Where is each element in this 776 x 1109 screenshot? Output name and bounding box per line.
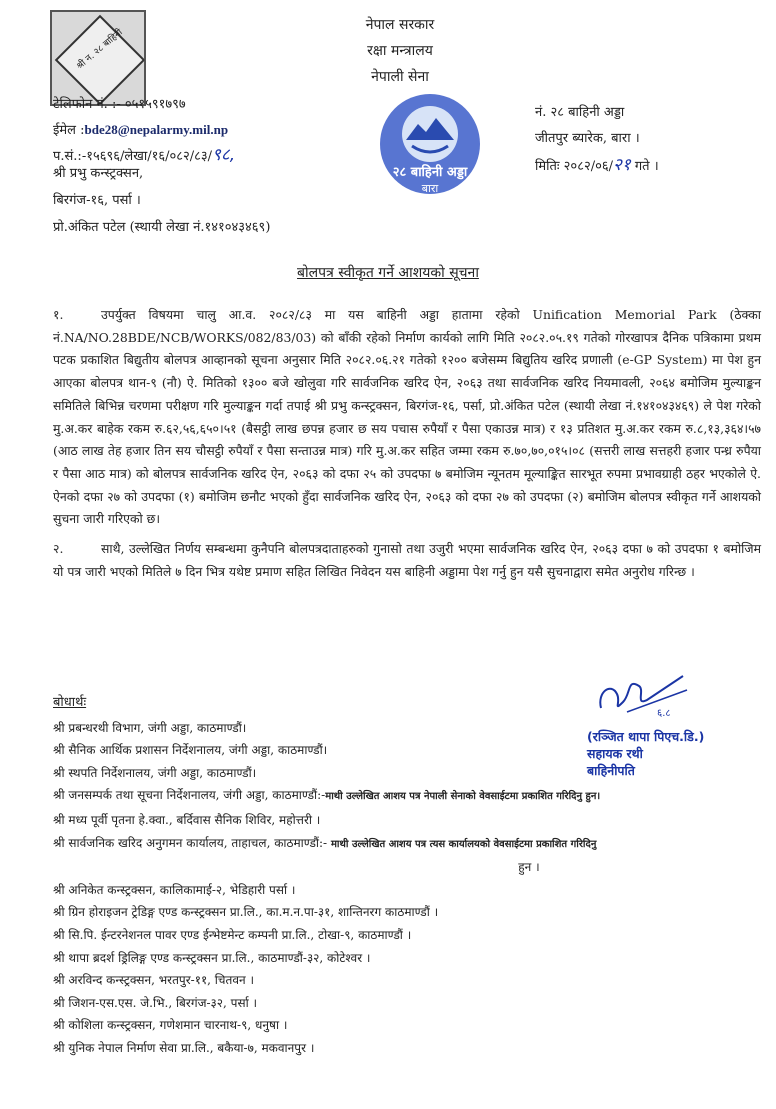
cc-item-with-note — [53, 832, 765, 879]
date-prefix: मितिः २०८२/०६/ — [535, 159, 613, 174]
recipient-block — [53, 160, 270, 241]
cc-item: श्री सि.पि. ईन्टरनेशनल पावर एण्ड ईन्भेष्टमेन्ट कम्पनी प्रा.लि., टोखा-९, काठमाण्डौं । — [53, 927, 412, 942]
emblem-text-top: २८ बाहिनी अड्डा — [392, 165, 468, 180]
date-suffix: गते । — [634, 159, 659, 174]
recipient-address: बिरगंज-१६, पर्सा । — [53, 193, 141, 208]
recipient-name: श्री प्रभु कन्स्ट्रक्सन, — [53, 166, 144, 181]
email-line — [53, 117, 235, 143]
signatory-title: बाहिनीपति — [587, 763, 635, 778]
phone-line: टेलिफोन नं. :- ०५१५९१७९७ — [53, 97, 186, 112]
letterhead — [330, 12, 470, 90]
paragraph-1 — [53, 304, 761, 531]
letter-body — [53, 304, 761, 590]
reference-number: प.सं.:-१५६९६/लेखा/१६/०८२/८३/ — [53, 149, 213, 164]
unit-name: नं. २८ बाहिनी अड्डा — [535, 105, 625, 120]
cc-item-note: माथी उल्लेखित आशय पत्र त्यस कार्यालयको वेवसाईटमा प्रकाशित गरिदिनु — [330, 838, 597, 850]
paragraph-text: उपर्युक्त विषयमा चालु आ.व. २०८२/८३ मा यस बाहिनी अड्डा हातामा रहेको Unification Memorial Park (ठेक्का नं.NA/NO.28BDE/NCB/WORKS/082/83/03) को बाँकी रहेको निर्माण कार्यको लागि मिति २०८२.०५.१९ गतेको गोरखापत्र दैनिक पत्रिकामा प्रथम पटक प्रकाशित बिद्युतीय बोलपत्र आव्हानको सूचना अनुसार मिति २०८२.०६.२१ गतेको १२०० बजेसम्म बिद्युतिय खरिद प्रणाली (e-GP System) मा पेश हुन आएका बोलपत्र थान-९ (नौ) ऐ. मितिको १३०० बजे खोलुवा गरि सार्वजनिक खरिद ऐन, २०६३ तथा सार्वजनिक खरिद नियमावली, २०६४ बमोजिम मुल्याङ्कन समितिले बिभिन्न चरणमा परीक्षण गरि मुल्याङ्कन गर्दा तपाई श्री प्रभु कन्स्ट्रक्सन, बिरगंज-१६, पर्सा, प्रो.अंकित पटेल (स्थायी लेखा नं.१४१०४३४६९) ले पेश गरेको मु.अ.कर बाहेक रकम रु.६२,५६,६५०।५१ (बैसट्ठी लाख छपन्न हजार छ सय पचास रुपैयाँ र पैसा एकाउन्न मात्र) र १३ प्रतिशत मु.अ.कर रकम रु.८,१३,३६४।५७ (आठ लाख तेह हजार तिन सय चौसट्ठी रुपैयाँ र पैसा सन्ताउन्न मात्र) गरि मु.अ.कर सहित जम्मा रकम रु.७०,७०,०१५।०८ (सत्तरी लाख सत्तहरी हजार पन्ध्र रुपैया र पैसा आठ मात्र) को बोलपत्र सार्वजनिक खरिद ऐन, २०६३ को दफा २५ को उपदफा ७ बमोजिम न्यूनतम मूल्याङ्कित सारभूत रुपमा प्रभावग्राही ठहर भएकोले ऐ. ऐनको दफा २७ को उपदफा (१) बमोजिम छनौट भएको हुँदा सार्वजनिक खरिद ऐन, २०६३ को दफा २७ को उपदफा (२) बमोजिम बोलपत्र स्वीकृत गर्ने आशयको सुचना जारी गरिएको छ। — [53, 307, 761, 527]
cc-item-note: माथी उल्लेखित आशय पत्र नेपाली सेनाको वेवसाईटमा प्रकाशित गरिदिनु हुन। — [325, 791, 601, 803]
paragraph-number: १. — [53, 307, 64, 322]
cc-item-text: श्री सार्वजनिक खरिद अनुगमन कार्यालय, ताहाचल, काठमाण्डौं:- — [53, 835, 328, 850]
cc-item: श्री प्रबन्धरथी विभाग, जंगी अड्डा, काठमाण्डौं। — [53, 720, 247, 735]
cc-list — [53, 692, 765, 1060]
cc-item: श्री सैनिक आर्थिक प्रशासन निर्देशनालय, जंगी अड्डा, काठमाण्डौं। — [53, 743, 328, 758]
cc-item: श्री कोशिला कन्स्ट्रक्सन, गणेशमान चारनाथ-९, धनुषा । — [53, 1018, 288, 1033]
email-label: ईमेल : — [53, 123, 85, 138]
recipient-proprietor: प्रो.अंकित पटेल (स्थायी लेखा नं.१४१०४३४६९) — [53, 220, 271, 235]
unit-block — [535, 100, 659, 180]
subject-text: बोलपत्र स्वीकृत गर्ने आशयको सूचना — [297, 265, 479, 281]
unit-location: जीतपुर ब्यारेक, बारा । — [535, 131, 640, 146]
cc-item-text: श्री जनसम्पर्क तथा सूचना निर्देशनालय, जंगी अड्डा, काठमाण्डौं:- — [53, 788, 326, 803]
cc-item-note-cont: हुन । — [518, 860, 540, 875]
stamp-text: श्री न. २८ बाहिनी — [75, 27, 125, 72]
cc-item: श्री युनिक नेपाल निर्माण सेवा प्रा.लि., बकैया-७, मकवानपुर । — [53, 1040, 315, 1055]
signatory-name: (रञ्जित थापा पिएच.डि.) — [587, 729, 705, 744]
cc-item: श्री स्थपति निर्देशनालय, जंगी अड्डा, काठमाण्डौं। — [53, 765, 257, 780]
reference-handwritten: ९८, — [212, 145, 236, 165]
cc-item: श्री ग्रिन होराइजन ट्रेडिङ्ग एण्ड कन्स्ट्रक्सन प्रा.लि., का.म.न.पा-३१, शान्तिनरग काठमाण्डौं । — [53, 905, 439, 920]
date-handwritten: २१ — [613, 155, 631, 175]
paragraph-2 — [53, 538, 761, 583]
cc-item: श्री मध्य पूर्वी पृतना हे.क्वा., बर्दिवास सैनिक शिविर, महोत्तरी । — [53, 812, 321, 827]
cc-item-with-note — [53, 784, 765, 809]
letterhead-army: नेपाली सेना — [371, 69, 429, 85]
contact-block — [53, 92, 235, 169]
unit-emblem-stamp — [378, 88, 482, 200]
subject-heading — [0, 263, 776, 282]
paragraph-number: २. — [53, 541, 64, 557]
cc-item: श्री थापा ब्रदर्श ड्रिलिङ्ग एण्ड कन्स्ट्रक्सन प्रा.लि., काठमाण्डौं-३२, कोटेश्वर । — [53, 950, 371, 965]
emblem-text-bottom: बारा — [421, 182, 439, 195]
signatory-rank: सहायक रथी — [587, 746, 643, 761]
cc-item: श्री जिशन-एस.एस. जे.भि., बिरगंज-३२, पर्सा । — [53, 995, 258, 1010]
letterhead-government: नेपाल सरकार — [365, 17, 435, 33]
letterhead-ministry: रक्षा मन्त्रालय — [367, 43, 433, 59]
cc-item: श्री अनिकेत कन्स्ट्रक्सन, कालिकामाई-२, भेडिहारी पर्सा । — [53, 882, 296, 897]
date-line — [535, 152, 659, 180]
email-address[interactable]: bde28@nepalarmy.mil.np — [84, 122, 229, 137]
svg-text:६.८: ६.८ — [657, 708, 671, 718]
cc-title: बोधार्थः — [53, 695, 87, 710]
paragraph-text: साथै, उल्लेखित निर्णय सम्बन्धमा कुनैपनि बोलपत्रदाताहरुको गुनासो तथा उजुरी भएमा सार्वजनिक खरिद ऐन, २०६३ दफा ७ को उपदफा १ बमोजिम यो पत्र जारी भएको मितिले ७ दिन भित्र यथेष्ट प्रमाण सहित लिखित निवेदन यस बाहिनी अड्डामा पेश गर्नु हुन यसै सुचनाद्वारा समेत अनुरोध गरिन्छ । — [53, 541, 761, 579]
cc-item: श्री अरविन्द कन्स्ट्रक्सन, भरतपुर-११, चितवन । — [53, 973, 255, 988]
